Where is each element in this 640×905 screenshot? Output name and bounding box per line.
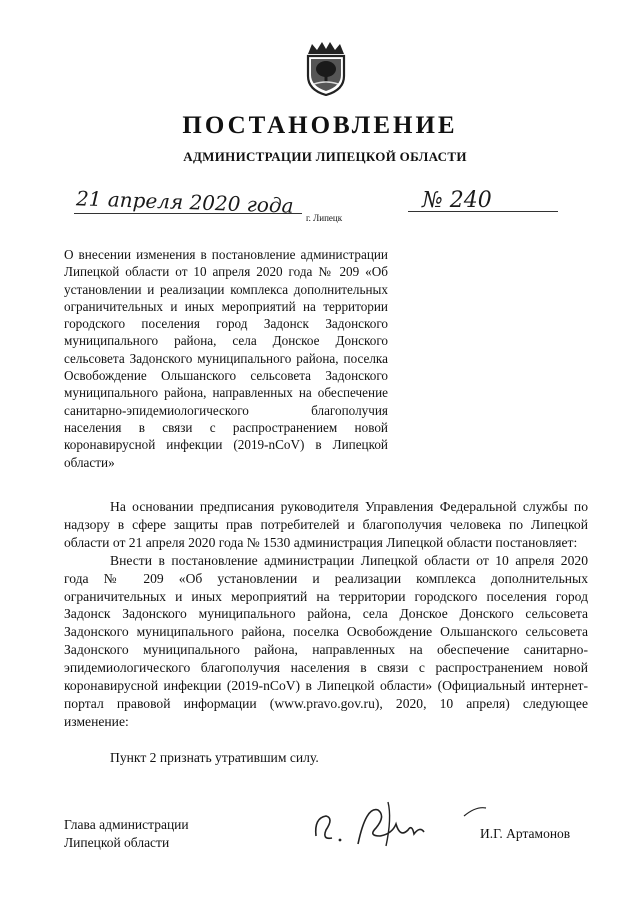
lipetsk-coat-of-arms-icon bbox=[302, 40, 350, 96]
document-date: 21 апреля 2020 года bbox=[75, 186, 294, 218]
amendment-paragraph: Внести в постановление администрации Липецкой области от 10 апреля 2020 года № 209 «Об установлении и реализации комплекса дополнительных ограничительных и иных мероприятий на территории городского поселения город Задонск Задонского муниципального района, села Донское Донского сельсовета Задонского муниципального района, поселка Освобождение Ольшанского сельсовета Задонского муниципального района, направленных на обеспечение санитарно-эпидемиологического благополучия населения в связи с распространением новой коронавирусной инфекции (2019-nCoV) в Липецкой области» (Официальный интернет-портал правовой информации (www.pravo.gov.ru), 2020, 10 апреля) следующее изменение: bbox=[64, 552, 588, 729]
date-underline bbox=[74, 213, 302, 214]
signatory-name: И.Г. Артамонов bbox=[480, 826, 571, 841]
document-number: № 240 bbox=[422, 188, 492, 213]
preamble-paragraph: На основании предписания руководителя Управления Федеральной службы по надзору в сфере защиты прав потребителей и благополучия человека по Липецкой области от 21 апреля 2020 года № 1530 администрация Липецкой области постановляет: bbox=[64, 499, 588, 550]
document-body bbox=[64, 498, 588, 767]
clause-paragraph: Пункт 2 признать утратившим силу. bbox=[110, 749, 319, 765]
handwritten-signature bbox=[296, 796, 496, 856]
document-city: г. Липецк bbox=[306, 213, 343, 223]
signatory-position-line1: Глава администрации bbox=[64, 817, 189, 832]
signatory-position bbox=[64, 816, 189, 852]
signatory-position-line2: Липецкой области bbox=[64, 835, 170, 850]
number-underline bbox=[408, 211, 558, 212]
issuer-subtitle: АДМИНИСТРАЦИИ ЛИПЕЦКОЙ ОБЛАСТИ bbox=[183, 149, 467, 164]
document-title: ПОСТАНОВЛЕНИЕ bbox=[182, 112, 458, 139]
document-subject: О внесении изменения в постановление администрации Липецкой области от 10 апреля 2020 года № 209 «Об установлении и реализации комплекса дополнительных ограничительных и иных мероприятий на территории городского поселения город Задонск Задонского муниципального района, села Донское Донского сельсовета Задонского муниципального района, поселка Освобождение Ольшанского сельсовета Задонского муниципального района, направленных на обеспечение санитарно-эпидемиологического благополучия населения в связи с распространением новой коронавирусной инфекции (2019-nCoV) в Липецкой области» bbox=[64, 247, 388, 470]
